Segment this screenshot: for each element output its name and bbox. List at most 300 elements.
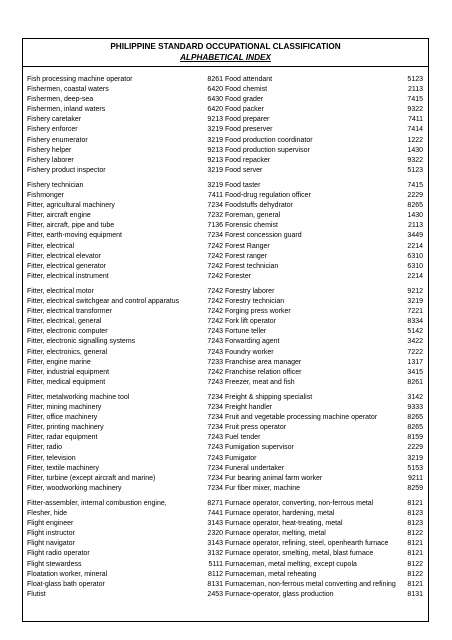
page-subtitle: ALPHABETICAL INDEX (180, 53, 271, 62)
occupation-title: Furnaceman, metal melting, except cupola (225, 560, 357, 568)
occupation-title: Fork lift operator (225, 318, 276, 326)
index-entry (225, 368, 423, 378)
occupation-title: Fur bearing animal farm worker (225, 474, 323, 482)
occupation-title: Fitter-assembler, internal combustion engine, (27, 500, 167, 507)
occupation-code: 3219 (407, 298, 423, 306)
occupation-code: 6420 (207, 86, 223, 94)
occupation-title: Fitter, electrical elevator (27, 252, 101, 260)
index-entry (27, 484, 223, 494)
entry-group (27, 181, 223, 282)
index-entry (225, 484, 423, 494)
occupation-code: 7243 (207, 338, 223, 346)
index-entry (225, 393, 423, 403)
occupation-title: Food taster (225, 182, 261, 189)
occupation-title: Forest ranger (225, 252, 268, 260)
entry-group (225, 181, 423, 282)
entry-group (225, 287, 423, 388)
occupation-code: 1430 (407, 212, 423, 220)
occupation-title: Fitter, electronic computer (27, 328, 108, 336)
occupation-code: 7243 (207, 378, 223, 386)
occupation-code: 7222 (407, 348, 423, 356)
occupation-code: 7242 (207, 242, 223, 250)
occupation-code: 2214 (407, 242, 423, 250)
occupation-code: 7243 (207, 454, 223, 462)
occupation-title: Fitter, woodworking machinery (27, 484, 122, 492)
occupation-title: Fishermen, inland waters (27, 106, 106, 114)
occupation-title: Fitter, office machinery (27, 414, 98, 422)
occupation-code: 7242 (207, 318, 223, 326)
occupation-code: 8112 (207, 570, 223, 578)
occupation-code: 2214 (407, 272, 423, 280)
index-entry (27, 75, 223, 85)
index-entry (27, 393, 223, 403)
index-entry (27, 327, 223, 337)
occupation-code: 7234 (207, 202, 223, 210)
index-entry (27, 413, 223, 423)
index-entry (225, 519, 423, 529)
occupation-title: Fitter, electrical switchgear and control apparatus (27, 298, 180, 306)
occupation-code: 3219 (207, 136, 223, 144)
occupation-title: Furnace operator, converting, non-ferrous metal (225, 500, 374, 507)
occupation-title: Flight instructor (27, 530, 75, 538)
index-entry (27, 337, 223, 347)
occupation-title: Fur fiber mixer, machine (225, 484, 301, 492)
occupation-title: Flight navigator (27, 540, 75, 548)
occupation-title: Fitter, electrical transformer (27, 308, 112, 316)
index-entry (27, 580, 223, 590)
occupation-code: 3449 (407, 232, 423, 240)
occupation-code: 8265 (407, 202, 423, 210)
occupation-code: 1222 (407, 136, 423, 144)
occupation-code: 9213 (207, 146, 223, 154)
occupation-code: 7242 (207, 298, 223, 306)
occupation-code: 3219 (207, 182, 223, 189)
index-entry (225, 191, 423, 201)
index-entry (225, 560, 423, 570)
occupation-code: 9212 (407, 288, 423, 295)
occupation-code: 7234 (207, 464, 223, 472)
occupation-code: 7242 (207, 262, 223, 270)
occupation-title: Freight & shipping specialist (225, 394, 313, 401)
occupation-code: 7415 (407, 96, 423, 104)
occupation-code: 7234 (207, 474, 223, 482)
occupation-code: 2229 (407, 192, 423, 200)
occupation-title: Floatation worker, mineral (27, 570, 108, 578)
entry-group (225, 393, 423, 494)
occupation-title: Fitter, industrial equipment (27, 368, 110, 376)
occupation-code: 8265 (407, 414, 423, 422)
index-entry (225, 156, 423, 166)
index-entry (225, 413, 423, 423)
index-entry (225, 509, 423, 519)
occupation-code: 7242 (207, 272, 223, 280)
index-entry (225, 181, 423, 191)
occupation-title: Forestry technician (225, 298, 285, 306)
occupation-title: Fitter, engine marine (27, 358, 91, 366)
occupation-title: Forest technician (225, 262, 279, 270)
index-entry (225, 549, 423, 559)
occupation-title: Fishery helper (27, 146, 72, 154)
occupation-code: 7234 (207, 484, 223, 492)
index-entry (225, 590, 423, 600)
index-entry (27, 262, 223, 272)
page-title: PHILIPPINE STANDARD OCCUPATIONAL CLASSIFICATION (110, 42, 341, 51)
index-entry (27, 433, 223, 443)
index-entry (225, 201, 423, 211)
occupation-code: 5142 (407, 328, 423, 336)
index-entry (27, 85, 223, 95)
occupation-title: Fitter, radio (27, 444, 63, 452)
occupation-title: Foreman, general (225, 212, 281, 220)
occupation-title: Fitter, electronic signalling systems (27, 338, 136, 346)
entry-group (225, 499, 423, 600)
occupation-title: Fishery enforcer (27, 126, 78, 134)
occupation-code: 7441 (207, 510, 223, 518)
occupation-code: 5123 (407, 76, 423, 83)
occupation-title: Furnaceman, non-ferrous metal converting and refining (225, 580, 396, 588)
occupation-title: Fitter, turbine (except aircraft and marine) (27, 474, 156, 482)
occupation-code: 9213 (207, 156, 223, 164)
occupation-code: 8121 (407, 550, 423, 558)
occupation-title: Fitter, metalworking machine tool (27, 394, 130, 401)
index-entry (225, 423, 423, 433)
index-table (22, 66, 429, 622)
occupation-code: 9213 (207, 116, 223, 124)
index-entry (27, 378, 223, 388)
header-box (22, 38, 429, 66)
index-entry (225, 403, 423, 413)
index-entry (225, 499, 423, 509)
index-entry (27, 105, 223, 115)
occupation-title: Food preserver (225, 126, 273, 134)
occupation-title: Forester (225, 272, 252, 280)
occupation-code: 8334 (407, 318, 423, 326)
occupation-title: Flight stewardess (27, 560, 82, 568)
occupation-code: 7234 (207, 404, 223, 412)
index-entry (225, 146, 423, 156)
occupation-code: 3219 (407, 454, 423, 462)
occupation-code: 7136 (207, 222, 223, 230)
index-entry (225, 337, 423, 347)
occupation-code: 7243 (207, 434, 223, 442)
occupation-title: Furnace operator, hardening, metal (225, 510, 335, 518)
occupation-title: Food production supervisor (225, 146, 310, 154)
occupation-title: Fitter, electrical (27, 242, 75, 250)
occupation-code: 7234 (207, 232, 223, 240)
occupation-code: 7243 (207, 328, 223, 336)
occupation-code: 2320 (207, 530, 223, 538)
occupation-title: Fishery enumerator (27, 136, 88, 144)
occupation-title: Freezer, meat and fish (225, 378, 295, 386)
occupation-code: 8265 (407, 424, 423, 432)
index-entry (27, 348, 223, 358)
index-entry (225, 211, 423, 221)
occupation-code: 7234 (207, 414, 223, 422)
occupation-title: Forging press worker (225, 308, 291, 316)
index-entry (225, 307, 423, 317)
occupation-code: 7234 (207, 424, 223, 432)
index-entry (225, 125, 423, 135)
index-entry (225, 474, 423, 484)
occupation-title: Forestry laborer (225, 288, 275, 295)
occupation-code: 7243 (207, 444, 223, 452)
occupation-title: Fishermen, deep-sea (27, 96, 94, 104)
occupation-title: Flight radio operator (27, 550, 90, 558)
occupation-code: 9322 (407, 156, 423, 164)
index-entry (225, 580, 423, 590)
occupation-title: Forest Ranger (225, 242, 270, 250)
index-entry (225, 272, 423, 282)
occupation-code: 2113 (407, 222, 423, 230)
occupation-title: Fitter, aircraft engine (27, 212, 91, 220)
index-entry (225, 166, 423, 176)
occupation-code: 8159 (407, 434, 423, 442)
occupation-code: 7414 (407, 126, 423, 134)
occupation-title: Furnaceman, metal reheating (225, 570, 317, 578)
occupation-title: Freight handler (225, 404, 273, 412)
occupation-title: Fuel tender (225, 434, 261, 442)
index-entry (27, 590, 223, 600)
occupation-title: Flesher, hide (27, 510, 68, 518)
index-entry (27, 287, 223, 297)
occupation-title: Fitter, electrical, general (27, 318, 102, 326)
occupation-code: 8122 (407, 560, 423, 568)
occupation-title: Foodstuffs dehydrator (225, 202, 293, 210)
index-entry (27, 252, 223, 262)
index-entry (225, 85, 423, 95)
occupation-title: Fitter, electrical generator (27, 262, 106, 270)
index-entry (27, 272, 223, 282)
occupation-code: 2453 (207, 590, 223, 598)
index-entry (225, 95, 423, 105)
index-entry (225, 252, 423, 262)
occupation-code: 3219 (207, 126, 223, 134)
index-entry (225, 231, 423, 241)
occupation-code: 5111 (208, 560, 223, 568)
index-entry (225, 317, 423, 327)
occupation-title: Fitter, earth-moving equipment (27, 232, 122, 240)
index-entry (27, 560, 223, 570)
occupation-title: Food server (225, 166, 263, 174)
occupation-title: Fish processing machine operator (27, 76, 133, 83)
index-entry (27, 570, 223, 580)
occupation-title: Food-drug regulation officer (225, 192, 311, 200)
index-entry (225, 529, 423, 539)
index-entry (225, 454, 423, 464)
occupation-code: 8271 (207, 500, 223, 507)
index-entry (225, 242, 423, 252)
occupation-title: Furnace operator, heat-treating, metal (225, 520, 343, 528)
occupation-title: Food packer (225, 106, 264, 114)
occupation-code: 3132 (207, 550, 223, 558)
index-entry (225, 75, 423, 85)
occupation-code: 8121 (407, 580, 423, 588)
occupation-code: 6310 (407, 252, 423, 260)
occupation-code: 3143 (207, 520, 223, 528)
index-entry (225, 287, 423, 297)
index-entry (27, 242, 223, 252)
index-entry (27, 297, 223, 307)
occupation-code: 9322 (407, 106, 423, 114)
occupation-code: 8123 (407, 520, 423, 528)
occupation-title: Franchise relation officer (225, 368, 302, 376)
occupation-code: 2229 (407, 444, 423, 452)
index-entry (27, 146, 223, 156)
index-entry (225, 433, 423, 443)
occupation-code: 8259 (407, 484, 423, 492)
occupation-code: 7411 (407, 116, 423, 124)
occupation-title: Flutist (27, 590, 46, 598)
index-entry (27, 156, 223, 166)
entry-group (27, 75, 223, 176)
occupation-title: Funeral undertaker (225, 464, 285, 472)
occupation-code: 8121 (407, 540, 423, 548)
index-entry (27, 136, 223, 146)
index-entry (27, 181, 223, 191)
index-entry (225, 570, 423, 580)
occupation-title: Flight engineer (27, 520, 74, 528)
index-entry (225, 221, 423, 231)
occupation-title: Fumigation supervisor (225, 444, 294, 452)
occupation-title: Fishery laborer (27, 156, 74, 164)
occupation-code: 1430 (407, 146, 423, 154)
index-entry (225, 115, 423, 125)
index-entry (27, 358, 223, 368)
occupation-title: Furnace operator, smelting, metal, blast furnace (225, 550, 374, 558)
occupation-title: Food attendant (225, 76, 273, 83)
occupation-title: Fitter, aircraft, pipe and tube (27, 222, 115, 230)
occupation-code: 6420 (207, 106, 223, 114)
occupation-code: 1317 (407, 358, 423, 366)
index-entry (27, 423, 223, 433)
occupation-code: 5153 (407, 464, 423, 472)
occupation-title: Fortune teller (225, 328, 267, 336)
occupation-title: Fitter, radar equipment (27, 434, 98, 442)
occupation-title: Fishery technician (27, 182, 84, 189)
occupation-code: 3142 (407, 394, 423, 401)
index-entry (27, 191, 223, 201)
occupation-title: Fitter, mining machinery (27, 404, 102, 412)
occupation-code: 8261 (207, 76, 223, 83)
occupation-code: 7232 (207, 212, 223, 220)
occupation-code: 7234 (207, 394, 223, 401)
index-entry (225, 297, 423, 307)
index-entry (27, 499, 223, 509)
occupation-title: Forest concession guard (225, 232, 302, 240)
occupation-code: 8131 (407, 590, 423, 598)
index-entry (27, 95, 223, 105)
occupation-code: 8261 (407, 378, 423, 386)
occupation-title: Fitter, electrical motor (27, 288, 94, 295)
occupation-title: Food grader (225, 96, 264, 104)
index-entry (27, 115, 223, 125)
index-entry (27, 317, 223, 327)
occupation-title: Fruit and vegetable processing machine operator (225, 414, 378, 422)
index-entry (27, 464, 223, 474)
occupation-code: 6430 (207, 96, 223, 104)
occupation-title: Fumigator (225, 454, 257, 462)
index-entry (27, 539, 223, 549)
occupation-title: Fitter, printing machinery (27, 424, 104, 432)
index-entry (27, 221, 223, 231)
entry-group (225, 75, 423, 176)
index-entry (225, 358, 423, 368)
occupation-title: Fruit press operator (225, 424, 287, 432)
occupation-title: Furnace operator, melting, metal (225, 530, 326, 538)
occupation-title: Foundry worker (225, 348, 274, 356)
occupation-code: 6310 (407, 262, 423, 270)
occupation-code: 7242 (207, 368, 223, 376)
occupation-code: 7242 (207, 252, 223, 260)
occupation-code: 3219 (207, 166, 223, 174)
occupation-code: 3143 (207, 540, 223, 548)
occupation-code: 7242 (207, 308, 223, 316)
occupation-code: 8122 (407, 570, 423, 578)
occupation-title: Forensic chemist (225, 222, 278, 230)
index-entry (225, 105, 423, 115)
occupation-title: Fitter, medical equipment (27, 378, 106, 386)
occupation-code: 7242 (207, 288, 223, 295)
index-entry (225, 262, 423, 272)
occupation-title: Food production coordinator (225, 136, 313, 144)
index-entry (27, 529, 223, 539)
index-entry (27, 549, 223, 559)
occupation-code: 2113 (407, 86, 423, 94)
occupation-code: 8131 (207, 580, 223, 588)
occupation-code: 5123 (407, 166, 423, 174)
index-entry (225, 378, 423, 388)
occupation-code: 7411 (207, 192, 223, 200)
occupation-title: Fishery product inspector (27, 166, 106, 174)
index-entry (27, 403, 223, 413)
index-entry (27, 231, 223, 241)
occupation-title: Float-glass bath operator (27, 580, 105, 588)
occupation-title: Food repacker (225, 156, 271, 164)
index-entry (225, 539, 423, 549)
index-entry (27, 509, 223, 519)
occupation-title: Food chemist (225, 86, 268, 94)
index-entry (225, 443, 423, 453)
index-entry (27, 201, 223, 211)
occupation-code: 7243 (207, 348, 223, 356)
occupation-code: 8123 (407, 510, 423, 518)
entry-group (27, 499, 223, 600)
occupation-code: 8122 (407, 530, 423, 538)
entry-group (27, 393, 223, 494)
occupation-title: Furnace operator, refining, steel, openhearth furnace (225, 540, 389, 548)
occupation-title: Fishermen, coastal waters (27, 86, 109, 94)
occupation-title: Fishery caretaker (27, 116, 82, 124)
occupation-code: 3422 (407, 338, 423, 346)
occupation-title: Fitter, electronics, general (27, 348, 108, 356)
index-entry (27, 443, 223, 453)
occupation-title: Fitter, agricultural machinery (27, 202, 115, 210)
entry-group (27, 287, 223, 388)
index-entry (27, 519, 223, 529)
index-entry (27, 211, 223, 221)
index-entry (27, 125, 223, 135)
occupation-title: Fitter, television (27, 454, 76, 462)
index-entry (27, 474, 223, 484)
occupation-code: 3415 (407, 368, 423, 376)
index-entry (27, 368, 223, 378)
index-entry (225, 348, 423, 358)
index-entry (27, 307, 223, 317)
index-entry (225, 327, 423, 337)
index-entry (225, 136, 423, 146)
occupation-code: 7415 (407, 182, 423, 189)
occupation-title: Fitter, textile machinery (27, 464, 99, 472)
